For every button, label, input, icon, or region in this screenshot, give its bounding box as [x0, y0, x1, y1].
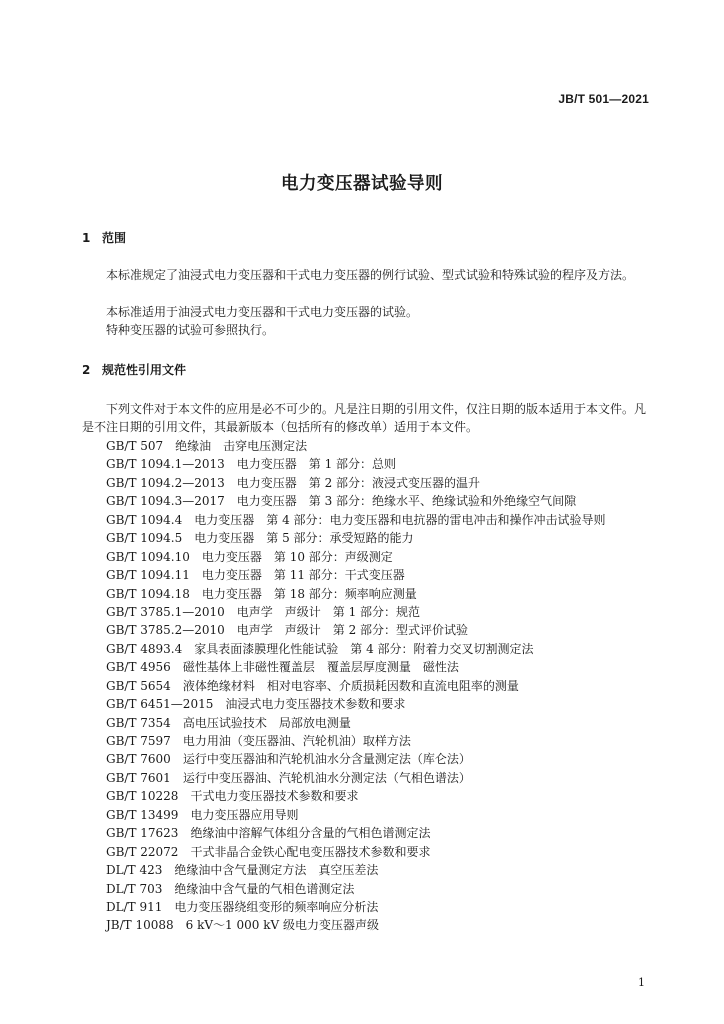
reference-title: 液体绝缘材料 相对电容率、介质损耗因数和直流电阻率的测量 — [182, 678, 519, 693]
reference-code: GB/T 1094.11 — [106, 568, 190, 583]
reference-code: GB/T 1094.18 — [106, 586, 190, 601]
section-1-number: 1 — [82, 231, 91, 245]
section-2-heading — [82, 361, 186, 378]
reference-code: GB/T 7597 — [106, 734, 171, 748]
reference-title: 电力变压器 第 1 部分：总则 — [236, 457, 397, 472]
reference-item — [106, 732, 606, 750]
reference-title: 磁性基体上非磁性覆盖层 覆盖层厚度测量 磁性法 — [182, 660, 459, 675]
reference-title: 干式电力变压器技术参数和要求 — [190, 789, 359, 804]
reference-title: 油浸式电力变压器技术参数和要求 — [225, 697, 406, 712]
reference-item — [106, 474, 606, 492]
reference-item — [106, 861, 606, 879]
reference-title: 运行中变压器油和汽轮机油水分含量测定法（库仑法） — [182, 752, 471, 767]
reference-title: 绝缘油中溶解气体组分含量的气相色谱测定法 — [190, 826, 431, 841]
reference-title: 电力变压器 第 11 部分：干式变压器 — [201, 568, 405, 583]
reference-code: GB/T 507 — [106, 439, 164, 453]
page-number: 1 — [638, 976, 645, 989]
reference-title: 电声学 声级计 第 2 部分：型式评价试验 — [236, 623, 469, 638]
reference-code: GB/T 4893.4 — [106, 641, 183, 656]
reference-code: DL/T 703 — [106, 881, 163, 896]
reference-item — [106, 640, 606, 658]
reference-title: 电力变压器应用导则 — [190, 807, 299, 822]
reference-code: GB/T 13499 — [106, 807, 179, 822]
reference-title: 高电压试验技术 局部放电测量 — [182, 715, 351, 730]
reference-item — [106, 898, 606, 916]
document-title: 电力变压器试验导则 — [281, 174, 443, 194]
reference-title: 电力变压器 第 5 部分：承受短路的能力 — [194, 531, 414, 546]
section-1-paragraph-2: 本标准适用于油浸式电力变压器和干式电力变压器的试验。 — [106, 305, 419, 319]
normative-references-list — [106, 437, 606, 935]
reference-item — [106, 548, 606, 566]
reference-item — [106, 621, 606, 639]
reference-code: GB/T 17623 — [106, 826, 179, 841]
reference-item — [106, 750, 606, 768]
reference-title: 绝缘油中含气量测定方法 真空压差法 — [174, 863, 379, 878]
section-1-paragraph-3: 特种变压器的试验可参照执行。 — [106, 323, 275, 337]
reference-code: GB/T 1094.5 — [106, 531, 183, 546]
reference-code: GB/T 1094.4 — [106, 512, 183, 527]
reference-code: GB/T 4956 — [106, 660, 171, 675]
reference-item — [106, 787, 606, 805]
reference-title: 电力变压器绕组变形的频率响应分析法 — [174, 899, 379, 914]
reference-title: 电力变压器 第 2 部分：液浸式变压器的温升 — [236, 475, 481, 490]
reference-title: 6 kV～1 000 kV 级电力变压器声级 — [185, 918, 379, 933]
reference-title: 电力变压器 第 4 部分：电力变压器和电抗器的雷电冲击和操作冲击试验导则 — [194, 512, 606, 527]
standard-code-header: JB/T 501—2021 — [558, 92, 649, 106]
reference-item — [106, 658, 606, 676]
reference-code: GB/T 7601 — [106, 770, 171, 785]
reference-item — [106, 603, 606, 621]
reference-code: GB/T 3785.1—2010 — [106, 604, 225, 619]
reference-title: 绝缘油中含气量的气相色谱测定法 — [174, 881, 355, 896]
reference-item — [106, 677, 606, 695]
reference-title: 电力变压器 第 10 部分：声级测定 — [201, 549, 393, 564]
reference-item — [106, 806, 606, 824]
reference-item — [106, 824, 606, 842]
section-1-title: 范围 — [102, 231, 127, 245]
reference-title: 电力变压器 第 18 部分：频率响应测量 — [201, 586, 417, 601]
reference-item — [106, 880, 606, 898]
reference-code: DL/T 423 — [106, 863, 163, 878]
reference-code: GB/T 5654 — [106, 678, 171, 693]
reference-item — [106, 437, 606, 455]
reference-title: 干式非晶合金铁心配电变压器技术参数和要求 — [190, 844, 431, 859]
reference-item — [106, 916, 606, 934]
reference-code: DL/T 911 — [106, 899, 163, 914]
section-1-heading — [82, 229, 126, 246]
section-1-paragraph-1: 本标准规定了油浸式电力变压器和干式电力变压器的例行试验、型式试验和特殊试验的程序及方法。 — [106, 268, 635, 282]
reference-item — [106, 492, 606, 510]
reference-title: 运行中变压器油、汽轮机油水分测定法（气相色谱法） — [182, 770, 471, 785]
reference-code: GB/T 1094.1—2013 — [106, 457, 225, 472]
reference-item — [106, 769, 606, 787]
reference-code: GB/T 1094.3—2017 — [106, 494, 225, 509]
reference-code: GB/T 6451—2015 — [106, 697, 214, 712]
reference-item — [106, 511, 606, 529]
reference-item — [106, 566, 606, 584]
reference-item — [106, 714, 606, 732]
section-2-intro: 下列文件对于本文件的应用是必不可少的。凡是注日期的引用文件，仅注日期的版本适用于本文件。凡是不注日期的引用文件，其最新版本（包括所有的修改单）适用于本文件。 — [82, 402, 647, 434]
reference-item — [106, 843, 606, 861]
reference-code: GB/T 22072 — [106, 844, 179, 859]
reference-code: GB/T 7600 — [106, 752, 171, 767]
reference-title: 电力变压器 第 3 部分：绝缘水平、绝缘试验和外绝缘空气间隙 — [236, 494, 577, 509]
reference-code: GB/T 3785.2—2010 — [106, 623, 225, 638]
reference-item — [106, 529, 606, 547]
section-2-number: 2 — [82, 363, 91, 377]
reference-title: 电力用油（变压器油、汽轮机油）取样方法 — [182, 734, 411, 748]
reference-code: GB/T 1094.10 — [106, 549, 190, 564]
reference-title: 电声学 声级计 第 1 部分：规范 — [236, 604, 421, 619]
reference-code: GB/T 7354 — [106, 715, 171, 730]
reference-title: 绝缘油 击穿电压测定法 — [175, 439, 308, 453]
section-2-title: 规范性引用文件 — [102, 363, 187, 377]
reference-item — [106, 455, 606, 473]
reference-code: GB/T 1094.2—2013 — [106, 475, 225, 490]
reference-code: GB/T 10228 — [106, 789, 179, 804]
reference-code: JB/T 10088 — [106, 918, 174, 933]
reference-title: 家具表面漆膜理化性能试验 第 4 部分：附着力交叉切割测定法 — [194, 641, 534, 656]
reference-item — [106, 695, 606, 713]
reference-item — [106, 585, 606, 603]
